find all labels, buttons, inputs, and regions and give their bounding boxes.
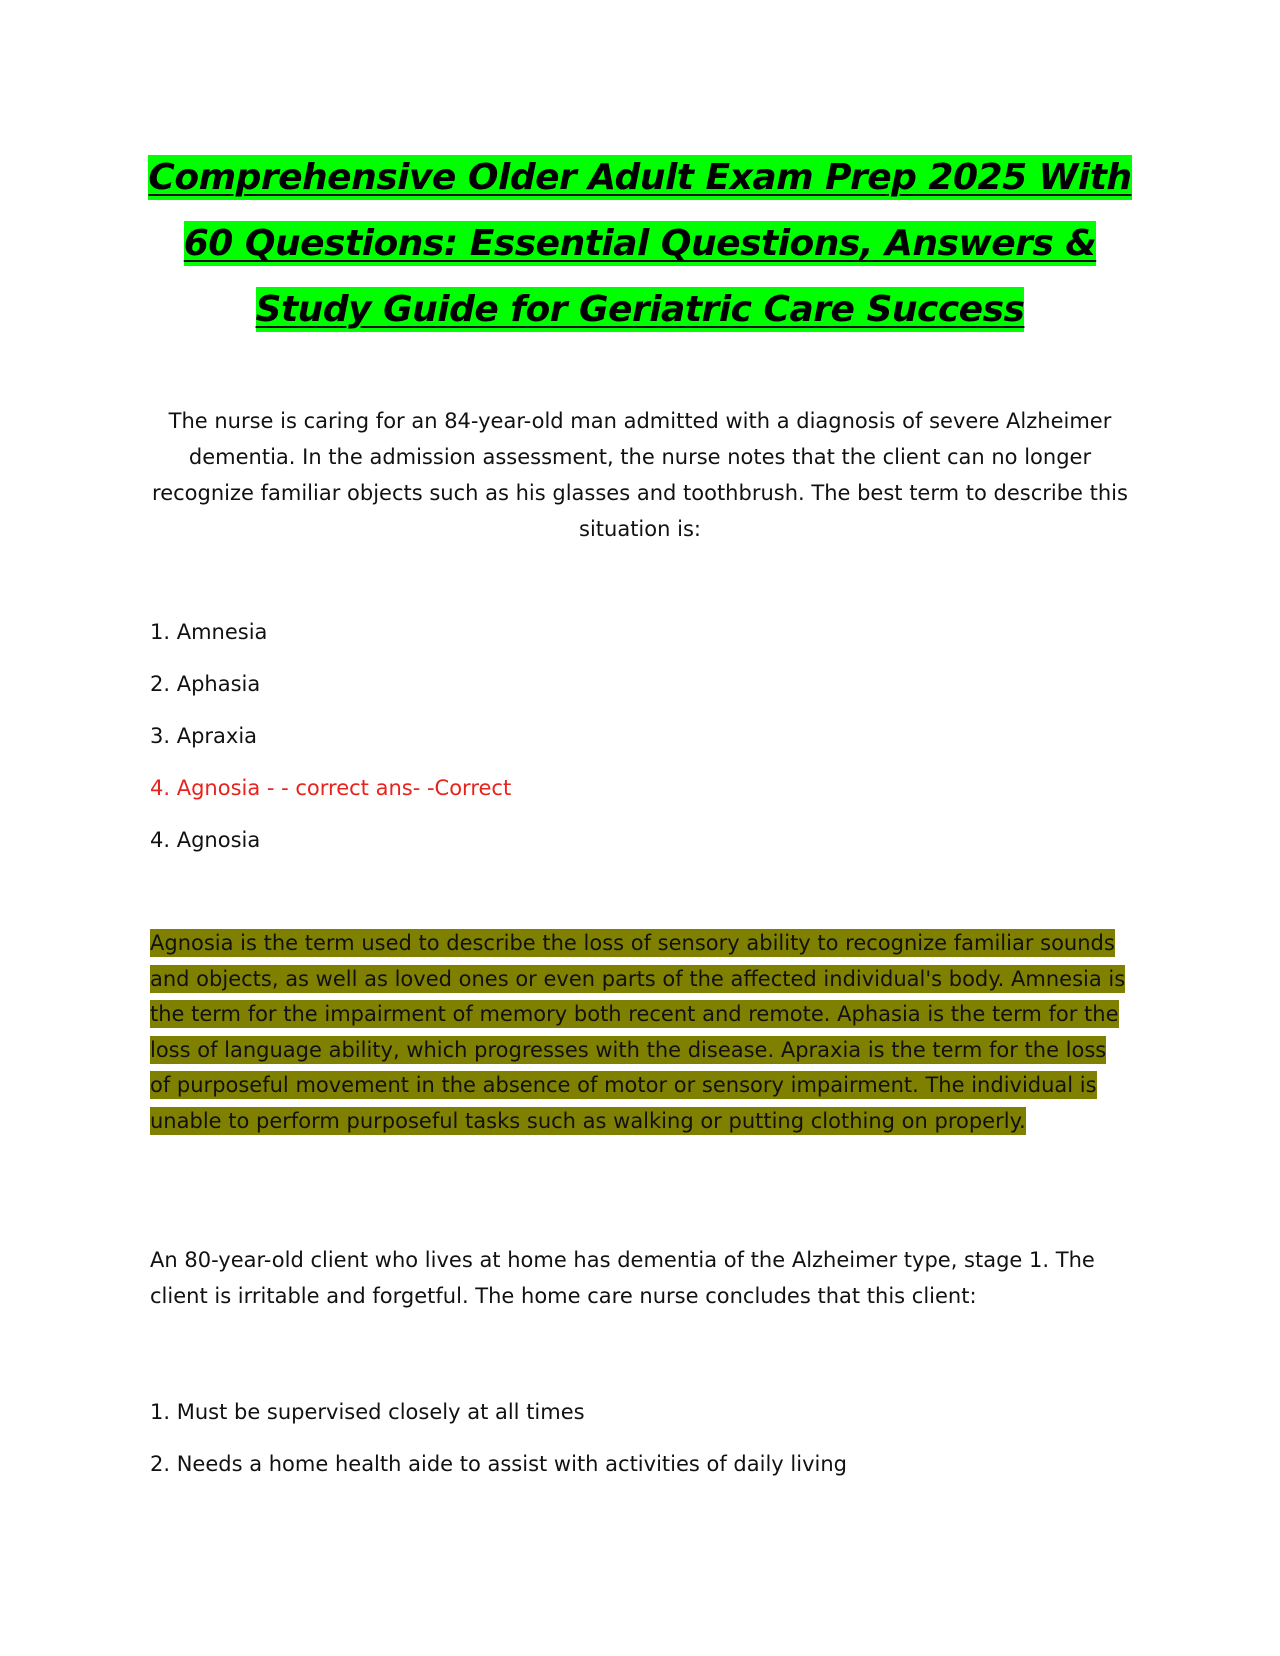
question-2-option-1: 1. Must be supervised closely at all times xyxy=(150,1400,585,1424)
question-1-option-1: 1. Amnesia xyxy=(150,620,268,644)
title-line-1: Comprehensive Older Adult Exam Prep 2025 With xyxy=(148,157,1132,198)
question-1-options xyxy=(150,606,511,866)
question-1-stem: The nurse is caring for an 84-year-old man admitted with a diagnosis of severe Alzheimer dementia. In the admission assessment, the nurse notes that the client can no longer recognize familiar objects such as his glasses and toothbrush. The best term to describe this situation is: xyxy=(152,409,1128,541)
rationale-text: Agnosia is the term used to describe the loss of sensory ability to recognize familiar sounds and objects, as well as loved ones or even parts of the affected individual's body. Amnesia is the term for the impairment of memory both recent and remote. Aphasia is the term for the loss of language ability, which progresses with the disease. Apraxia is the term for the loss of purposeful movement in the absence of motor or sensory impairment. The individual is unable to perform purposeful tasks such as walking or putting clothing on properly. xyxy=(150,931,1126,1133)
question-2-options xyxy=(150,1386,847,1490)
title-line-2: 60 Questions: Essential Questions, Answers & xyxy=(183,223,1097,264)
question-1-option-3: 3. Apraxia xyxy=(150,724,258,748)
title-line-3: Study Guide for Geriatric Care Success xyxy=(255,289,1025,330)
question-1-option-4: 4. Agnosia xyxy=(150,828,261,852)
question-2-stem: An 80-year-old client who lives at home has dementia of the Alzheimer type, stage 1. The client is irritable and forgetful. The home care nurse concludes that this client: xyxy=(150,1248,1095,1308)
question-2-option-2: 2. Needs a home health aide to assist with activities of daily living xyxy=(150,1452,847,1476)
question-1-rationale xyxy=(150,926,1130,1139)
question-1-option-2: 2. Aphasia xyxy=(150,672,261,696)
question-1-correct-answer: 4. Agnosia - - correct ans- -Correct xyxy=(150,776,512,800)
document-title xyxy=(140,145,1140,343)
